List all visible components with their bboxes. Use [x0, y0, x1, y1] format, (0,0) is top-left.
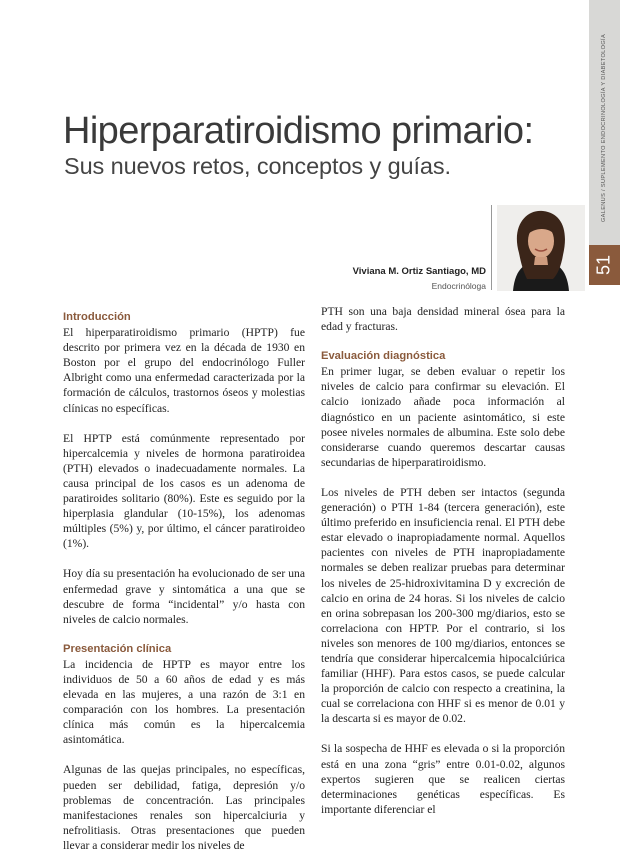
author-divider	[491, 205, 492, 290]
paragraph: El HPTP está comúnmente representado por hipercalcemia y niveles de hormona paratiroidea (PTH) elevados o inadecuadamente normales. La causa principal de los casos es un adenoma de paratiroides solitario (80%). Este es seguido por la hiperplasia glandular (10-15%), los adenomas múltiples (5%) y, por último, el cáncer paratiroideo (1%).	[63, 431, 305, 551]
section-heading: Presentación clínica	[63, 642, 172, 655]
left-column	[63, 310, 305, 868]
paragraph: PTH son una baja densidad mineral ósea para la edad y fracturas.	[321, 305, 565, 334]
paragraph: Si la sospecha de HHF es elevada o si la proporción está en una zona “gris” entre 0.01-0.02, algunos expertos sugieren que se realicen ciertas determinaciones genéticas específicas. Es importante diferenciar el	[321, 742, 565, 816]
section-label: GALENUS / SUPLEMENTO ENDOCRINOLOGÍA Y DIABETOLOGÍA	[601, 33, 607, 223]
article-subtitle: Sus nuevos retos, conceptos y guías.	[64, 153, 451, 179]
page-number: 51	[593, 254, 614, 276]
author-photo	[497, 205, 585, 291]
paragraph: Algunas de las quejas principales, no específicas, pueden ser debilidad, fatiga, depresión y/o problemas de concentración. Las principales manifestaciones renales son hipercalciuria y nefrolitiasis. Otras presentaciones que pueden llevar a considerar medir los niveles de	[63, 763, 305, 852]
paragraph: El hiperparatiroidismo primario (HPTP) fue descrito por primera vez en la década de 1930 en Boston por el grupo del endocrinólogo Fuller Albright como una enfermedad caracterizada por la formación de cálculos, trastornos óseos y molestias clínicas no específicas.	[63, 326, 305, 415]
right-column	[321, 304, 565, 832]
paragraph: En primer lugar, se deben evaluar o repetir los niveles de calcio para confirmar su elevación. El calcio ionizado añade poca información al diagnóstico en un paciente asintomático, si este posee niveles normales de albumina. Este solo debe considerarse cuando queremos descartar causas secundarias de hiperparatiroidismo.	[321, 365, 565, 469]
paragraph: Hoy día su presentación ha evolucionado de ser una enfermedad grave y sintomática a una que se descubre de forma “incidental” y/o hasta con niveles de calcio normales.	[63, 567, 305, 626]
section-heading: Evaluación diagnóstica	[321, 350, 446, 363]
paragraph: Los niveles de PTH deben ser intactos (segunda generación) o PTH 1-84 (tercera generación), este último preferido en insuficiencia renal. El PTH debe estar elevado o inapropiadamente normal. Aquellos pacientes con niveles de PTH inapropiadamente normales se deben realizar pruebas para determinar los niveles de 25-hidroxivitamina D y excreción de calcio en orina de 24 horas. Si los niveles de calcio en orina sobrepasan los 200-300 mg/diarios, esto se correlaciona con HPTP. Por el contrario, si los niveles son menores de 100 mg/diarios, entonces se tendría que considerar hipercalcemia hipocalciúrica familiar (HHF). Para estos casos, se puede calcular la proporción de calcio con respecto a creatinina, la cual se correlaciona con HHF si es menor de 0.01 y la descarta si es mayor de 0.02.	[321, 485, 565, 726]
article-title: Hiperparatiroidismo primario:	[63, 110, 534, 152]
author-name: Viviana M. Ortiz Santiago, MD	[352, 266, 486, 277]
section-heading: Introducción	[63, 311, 131, 323]
author-role: Endocrinóloga	[431, 281, 486, 291]
paragraph: La incidencia de HPTP es mayor entre los individuos de 50 a 60 años de edad y es más elevada en las mujeres, a una razón de 3:1 en comparación con los hombres. La presentación clínica más común es la hipercalcemia asintomática.	[63, 657, 305, 747]
